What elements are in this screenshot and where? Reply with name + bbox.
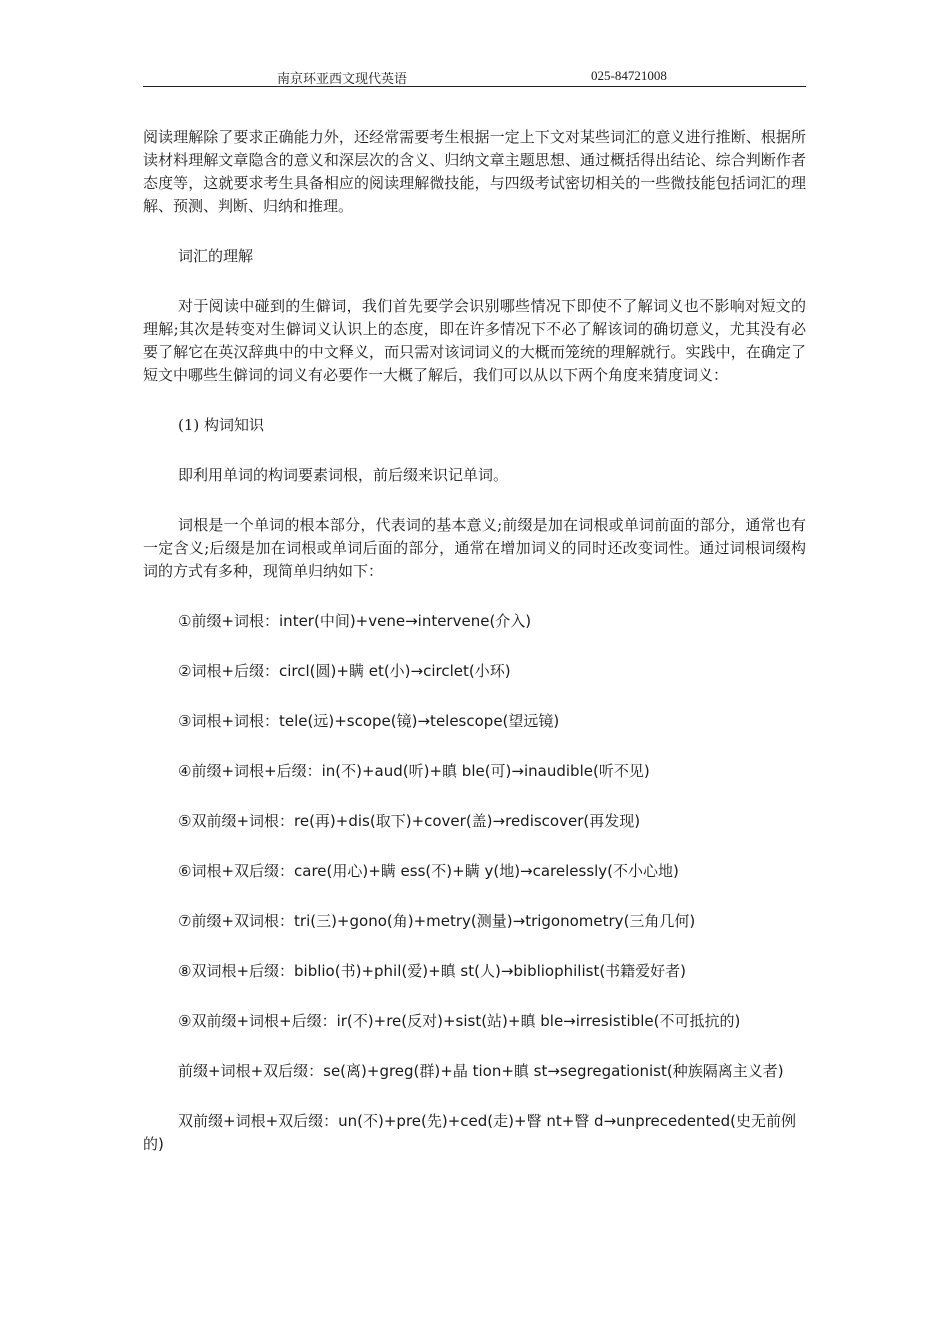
roots-affixes-paragraph: 词根是一个单词的根本部分，代表词的基本意义;前缀是加在词根或单词前面的部分，通常也有一定含义;后缀是加在词根或单词后面的部分，通常在增加词义的同时还改变词性。通过词根词缀构词的方式有多种，现简单归纳如下： [143, 516, 806, 580]
intro-paragraph: 阅读理解除了要求正确能力外，还经常需要考生根据一定上下文对某些词汇的意义进行推断、根据所读材料理解文章隐含的意义和深层次的含义、归纳文章主题思想、通过概括得出结论、综合判断作者态度等，这就要求考生具备相应的阅读理解微技能，与四级考试密切相关的一些微技能包括词汇的理解、预测、判断、归纳和推理。 [143, 128, 806, 215]
example-item-2: ②词根+后缀：circl(圆)+瞒 et(小)→circlet(小环) [178, 662, 511, 680]
example-item-3: ③词根+词根：tele(远)+scope(镜)→telescope(望远镜) [178, 712, 560, 730]
example-item-1: ①前缀+词根：inter(中间)+vene→intervene(介入) [178, 612, 532, 630]
example-item-10: 前缀+词根+双后缀：se(离)+greg(群)+晶 tion+瞋 st→segregationist(种族隔离主义者) [178, 1062, 784, 1080]
example-item-8: ⑧双词根+后缀：biblio(书)+phil(爱)+瞋 st(人)→bibliophilist(书籍爱好者) [178, 962, 687, 980]
example-item-4: ④前缀+词根+后缀：in(不)+aud(听)+瞋 ble(可)→inaudible(听不见) [178, 762, 650, 780]
example-item-5: ⑤双前缀+词根：re(再)+dis(取下)+cover(盖)→rediscover(再发现) [178, 812, 641, 830]
vocabulary-paragraph: 对于阅读中碰到的生僻词，我们首先要学会识别哪些情况下即使不了解词义也不影响对短文的理解;其次是转变对生僻词义认识上的态度，即在许多情况下不必了解该词的确切意义，尤其没有必要了解它在英汉辞典中的中文释义，而只需对该词词义的大概而笼统的理解就行。实践中，在确定了短文中哪些生僻词的词义有必要作一大概了解后，我们可以从以下两个角度来猜度词义： [143, 297, 806, 384]
example-item-7: ⑦前缀+双词根：tri(三)+gono(角)+metry(测量)→trigonometry(三角几何) [178, 912, 696, 930]
example-item-11: 双前缀+词根+双后缀：un(不)+pre(先)+ced(走)+瞖 nt+瞖 d→unprecedented(史无前例的) [143, 1112, 796, 1153]
example-item-6: ⑥词根+双后缀：care(用心)+瞒 ess(不)+瞒 y(地)→carelessly(不小心地) [178, 862, 679, 880]
example-item-9: ⑨双前缀+词根+后缀：ir(不)+re(反对)+sist(站)+瞋 ble→irresistible(不可抵抗的) [178, 1012, 741, 1030]
header-phone: 025-84721008 [591, 68, 667, 83]
section-heading-vocabulary: 词汇的理解 [178, 247, 254, 265]
page-header [143, 66, 806, 87]
subheading-word-formation: (1) 构词知识 [178, 416, 265, 434]
document-body [143, 126, 806, 1183]
word-formation-intro: 即利用单词的构词要素词根，前后缀来识记单词。 [178, 466, 509, 484]
header-school-name: 南京环亚西文现代英语 [277, 72, 408, 87]
